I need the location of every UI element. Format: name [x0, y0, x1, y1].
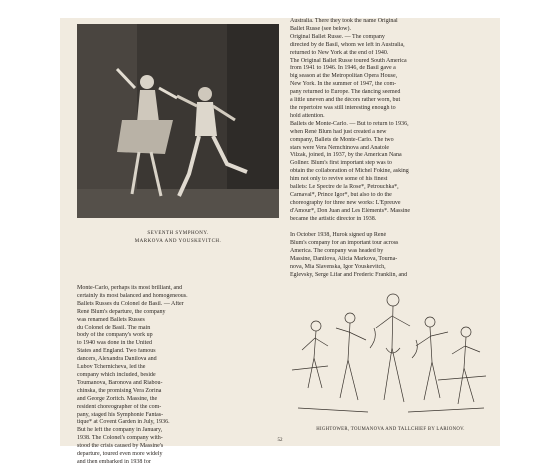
text-line: Ballets Russes du Colonel de Basil. — After — [77, 300, 184, 307]
text-line: him not only to revive some of his finest — [290, 176, 388, 183]
text-line: America. The company was headed by — [290, 247, 384, 254]
text-line: Lubov Tchernicheva, led the — [77, 364, 146, 371]
text-line: company, Ballets de Monte-Carlo. The two — [290, 136, 394, 143]
text-line: choreography for three new works: L'Epreuve — [290, 199, 401, 206]
dance-photograph — [77, 24, 279, 218]
text-line: company which included, beside — [77, 371, 156, 378]
text-line: du Colonel de Basil. The main — [77, 324, 151, 331]
sketch-caption: HIGHTOWER, TOUMANOVA AND TALLCHIEF BY LARIONOV. — [316, 427, 465, 432]
text-line: The Original Ballet Russe toured South America — [290, 57, 407, 64]
text-line: René Blum's departure, the company — [77, 308, 166, 315]
text-line: Toumanova, Baronova and Riabou- — [77, 379, 163, 386]
right-column-middle — [290, 232, 488, 279]
page-number: 52 — [277, 438, 283, 443]
text-line: Monte-Carlo, perhaps its most brilliant, and — [77, 285, 183, 291]
text-line: returned to New York at the end of 1940. — [290, 49, 389, 56]
text-line: pany returned to Europe. The dancing seemed — [290, 89, 401, 96]
text-line: Blum's company for an important tour across — [290, 239, 399, 246]
text-line: ballets: Le Spectre de la Rose*, Petrouchka*, — [290, 184, 399, 191]
text-line: departure, toured even more widely — [77, 451, 163, 458]
text-line: to 1940 was done in the United — [77, 340, 152, 347]
text-line: and George Zoritch. Massine, the — [77, 395, 158, 402]
dancers-image — [77, 24, 279, 218]
text-line: when René Blum had just created a new — [290, 128, 387, 135]
text-line: Vilzak, joined, in 1937, by the American Nana — [290, 152, 402, 159]
text-line: hold attention. — [290, 112, 325, 119]
text-line: and then embarked in 1938 for — [77, 458, 151, 465]
text-line: Carnaval*, Prince Igor*, but also to do the — [290, 191, 392, 198]
text-line: big season at the Metropolitan Opera House, — [290, 73, 398, 80]
text-line: But he left the company in January, — [77, 427, 163, 434]
text-line: obtain the collaboration of Michel Fokine, asking — [290, 168, 409, 175]
text-line: Original Ballet Russe. — The company — [290, 33, 385, 40]
larionov-sketch — [288, 288, 488, 425]
text-line: became the artistic director in 1938. — [290, 215, 377, 222]
text-line: 1938. The Colonel's company with- — [77, 435, 163, 442]
text-line: nova, Mia Slavenska, Igor Youskevitch, — [290, 263, 386, 270]
text-line: dancers, Alexandra Danilova and — [77, 356, 157, 363]
text-line: stood the crisis caused by Massine's — [77, 443, 164, 450]
text-line: resident choreographer of the com- — [77, 403, 162, 410]
text-line: was renamed Ballets Russes — [77, 316, 145, 323]
text-line: the repertoire was still interesting enough to — [290, 104, 396, 111]
text-line: a little uneven and the décors rather worn, but — [290, 97, 401, 104]
sketch-image — [288, 288, 488, 425]
text-line: Massine, Danilova, Alicia Markova, Tourna- — [290, 255, 398, 262]
text-line: Gollner. Blum's first important step was to — [290, 160, 392, 167]
photo-caption-line: SEVENTH SYMPHONY. — [147, 231, 209, 236]
text-line: States and England. Two famous — [77, 348, 156, 355]
text-line: Ballet Russe (see below). — [290, 25, 351, 32]
book-page — [60, 18, 500, 465]
photo-caption — [77, 230, 279, 246]
text-line: Ballets de Monte-Carlo. — But to return to 1936, — [290, 120, 409, 127]
text-line: d'Amour*, Don Juan and Les Eléments*. Massine — [290, 207, 411, 214]
photo-caption-line: MARKOVA AND YOUSKEVITCH. — [134, 239, 222, 244]
text-line: body of the company's work up — [77, 332, 153, 339]
text-line: Australia. There they took the name Original — [290, 18, 398, 24]
right-column-top — [290, 18, 488, 224]
text-line: pany, staged his Symphonie Fantas- — [77, 411, 164, 418]
text-line: stars were Vera Nemchinova and Anatole — [290, 144, 390, 151]
text-line: certainly its most balanced and homogeneous. — [77, 292, 188, 299]
text-line: New York. In the summer of 1947, the com- — [290, 81, 397, 88]
text-line: In October 1938, Hurok signed up René — [290, 232, 387, 238]
text-line: tique* at Covent Garden in July, 1936. — [77, 419, 170, 426]
text-line: from 1941 to 1946. In 1946, de Basil gave a — [290, 65, 396, 72]
text-line: chinska, the promising Vera Zorina — [77, 387, 162, 394]
text-line: directed by de Basil, whom we left in Australia, — [290, 41, 405, 48]
text-line: Eglevsky, Serge Lifar and Frederic Franklin, and — [290, 271, 408, 278]
